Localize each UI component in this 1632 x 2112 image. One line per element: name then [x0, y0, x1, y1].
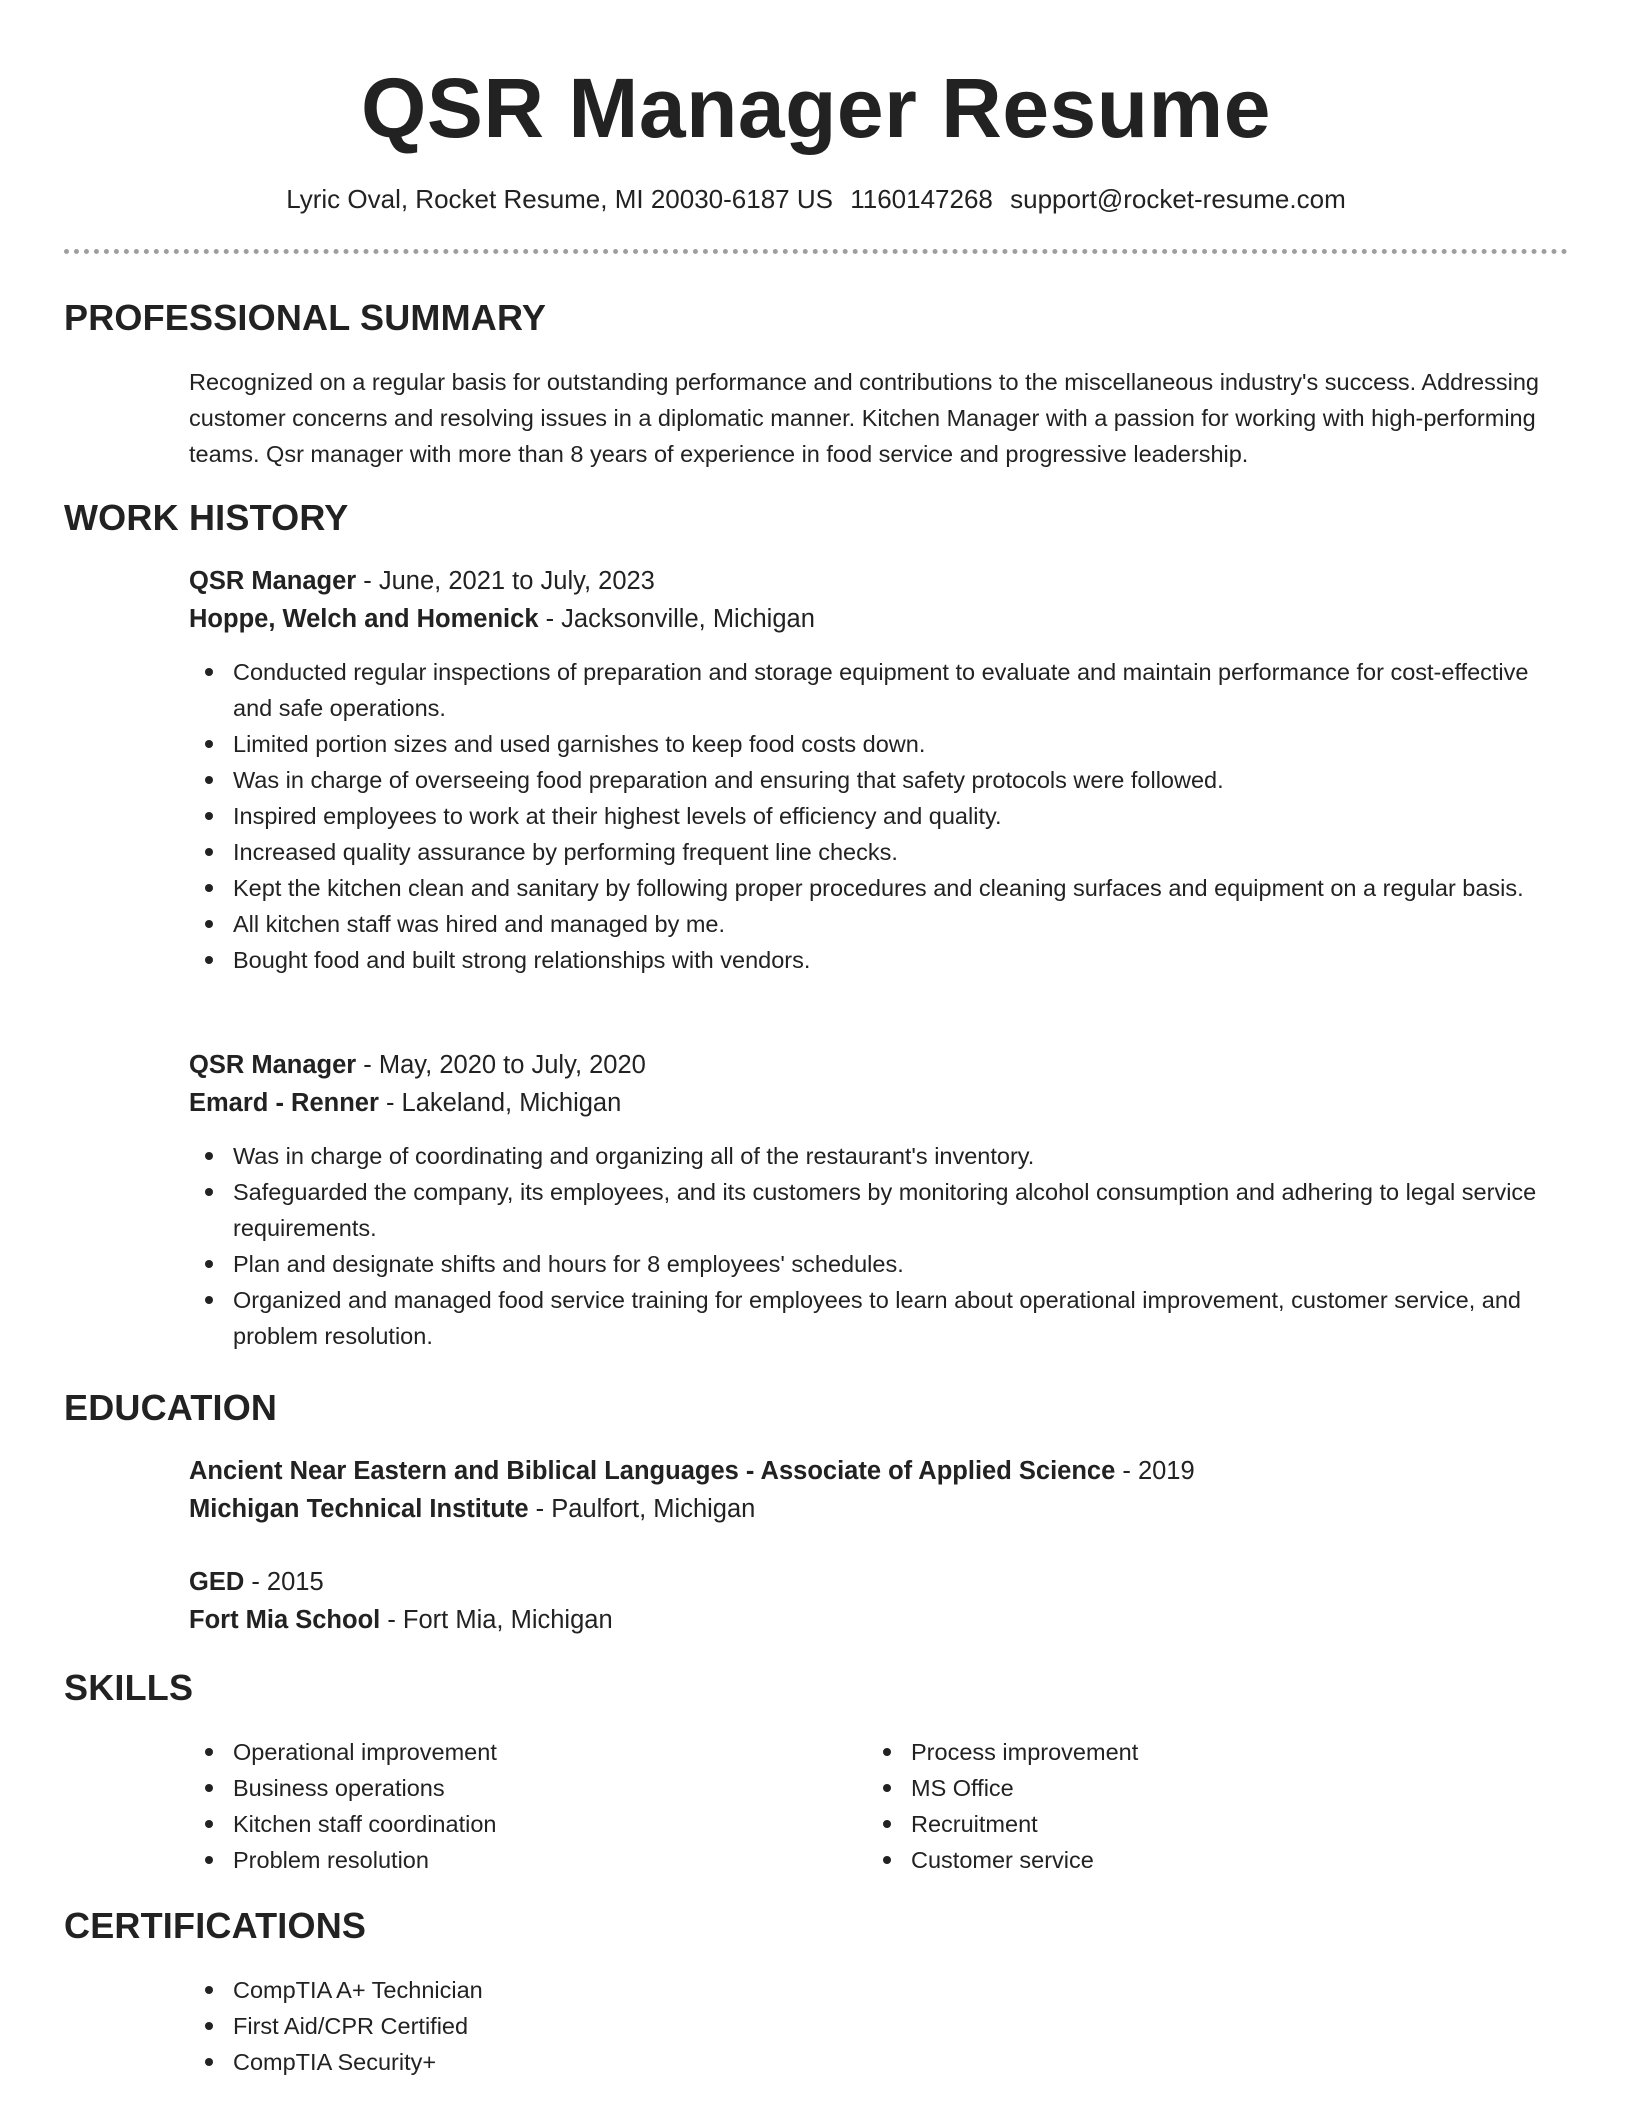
list-item: Inspired employees to work at their highest levels of efficiency and quality.	[189, 798, 1549, 834]
list-item: Recruitment	[867, 1806, 1487, 1842]
school-name: Michigan Technical Institute	[189, 1495, 529, 1523]
list-item: Kitchen staff coordination	[189, 1806, 809, 1842]
degree-line	[189, 1452, 1549, 1490]
job-bullets	[189, 654, 1549, 978]
job-entry	[189, 1046, 1549, 1354]
list-item: Conducted regular inspections of preparation and storage equipment to evaluate and maintain performance for cost-effective and safe operations.	[189, 654, 1549, 726]
list-item: Problem resolution	[189, 1842, 809, 1878]
job-bullets	[189, 1138, 1549, 1354]
job-entry	[189, 562, 1549, 978]
list-item: Customer service	[867, 1842, 1487, 1878]
job-title-line	[189, 1046, 1549, 1084]
job-company-line	[189, 1084, 1549, 1122]
school-line	[189, 1490, 1549, 1528]
list-item: First Aid/CPR Certified	[189, 2008, 809, 2044]
skills-column-right	[867, 1734, 1487, 1878]
certifications-items	[189, 1972, 809, 2080]
skills-heading: SKILLS	[64, 1667, 194, 1708]
job-title: QSR Manager	[189, 567, 357, 595]
job-title: QSR Manager	[189, 1051, 357, 1079]
job-company-line	[189, 600, 1549, 638]
list-item: Business operations	[189, 1770, 809, 1806]
skills-column-left	[189, 1734, 809, 1878]
school-line	[189, 1601, 1549, 1639]
list-item: Organized and managed food service training for employees to learn about operational improvement, customer service, and problem resolution.	[189, 1282, 1549, 1354]
job-company: Emard - Renner	[189, 1089, 379, 1117]
list-item: Process improvement	[867, 1734, 1487, 1770]
education-entry	[189, 1452, 1549, 1528]
contact-email: support@rocket-resume.com	[1010, 184, 1346, 214]
school-location: - Fort Mia, Michigan	[380, 1606, 613, 1634]
certifications-list	[189, 1972, 809, 2080]
job-title-line	[189, 562, 1549, 600]
degree-name: GED	[189, 1568, 245, 1596]
list-item: All kitchen staff was hired and managed by me.	[189, 906, 1549, 942]
contact-address: Lyric Oval, Rocket Resume, MI 20030-6187 US	[286, 184, 833, 214]
school-name: Fort Mia School	[189, 1606, 381, 1634]
header-divider	[64, 249, 1568, 254]
summary-heading: PROFESSIONAL SUMMARY	[64, 297, 547, 338]
job-location: - Jacksonville, Michigan	[538, 605, 815, 633]
list-item: Operational improvement	[189, 1734, 809, 1770]
certifications-heading: CERTIFICATIONS	[64, 1905, 367, 1946]
list-item: Was in charge of overseeing food preparation and ensuring that safety protocols were followed.	[189, 762, 1549, 798]
list-item: CompTIA A+ Technician	[189, 1972, 809, 2008]
degree-year: - 2019	[1115, 1457, 1195, 1485]
degree-line	[189, 1563, 1549, 1601]
list-item: Increased quality assurance by performing frequent line checks.	[189, 834, 1549, 870]
contact-phone: 1160147268	[850, 184, 993, 214]
job-dates: - May, 2020 to July, 2020	[356, 1051, 646, 1079]
skills-list	[867, 1734, 1487, 1878]
list-item: Was in charge of coordinating and organizing all of the restaurant's inventory.	[189, 1138, 1549, 1174]
contact-line	[0, 182, 1632, 216]
list-item: Kept the kitchen clean and sanitary by following proper procedures and cleaning surfaces and equipment on a regular basis.	[189, 870, 1549, 906]
degree-year: - 2015	[244, 1568, 324, 1596]
job-location: - Lakeland, Michigan	[378, 1089, 622, 1117]
education-entry	[189, 1563, 1549, 1639]
summary-text: Recognized on a regular basis for outstanding performance and contributions to the miscellaneous industry's success. Addressing customer concerns and resolving issues in a diplomatic manner. Kitchen Manager with a passion for working with high-performing teams. Qsr manager with more than 8 years of experience in food service and progressive leadership.	[189, 369, 1539, 467]
list-item: Safeguarded the company, its employees, and its customers by monitoring alcohol consumption and adhering to legal service requirements.	[189, 1174, 1549, 1246]
list-item: MS Office	[867, 1770, 1487, 1806]
job-dates: - June, 2021 to July, 2023	[356, 567, 655, 595]
list-item: Bought food and built strong relationships with vendors.	[189, 942, 1549, 978]
resume-title: QSR Manager Resume	[361, 61, 1271, 155]
degree-name: Ancient Near Eastern and Biblical Languages - Associate of Applied Science	[189, 1457, 1116, 1485]
school-location: - Paulfort, Michigan	[528, 1495, 756, 1523]
skills-list	[189, 1734, 809, 1878]
list-item: CompTIA Security+	[189, 2044, 809, 2080]
education-heading: EDUCATION	[64, 1387, 278, 1428]
list-item: Plan and designate shifts and hours for 8 employees' schedules.	[189, 1246, 1549, 1282]
work-history-heading: WORK HISTORY	[64, 497, 349, 538]
job-company: Hoppe, Welch and Homenick	[189, 605, 539, 633]
list-item: Limited portion sizes and used garnishes to keep food costs down.	[189, 726, 1549, 762]
